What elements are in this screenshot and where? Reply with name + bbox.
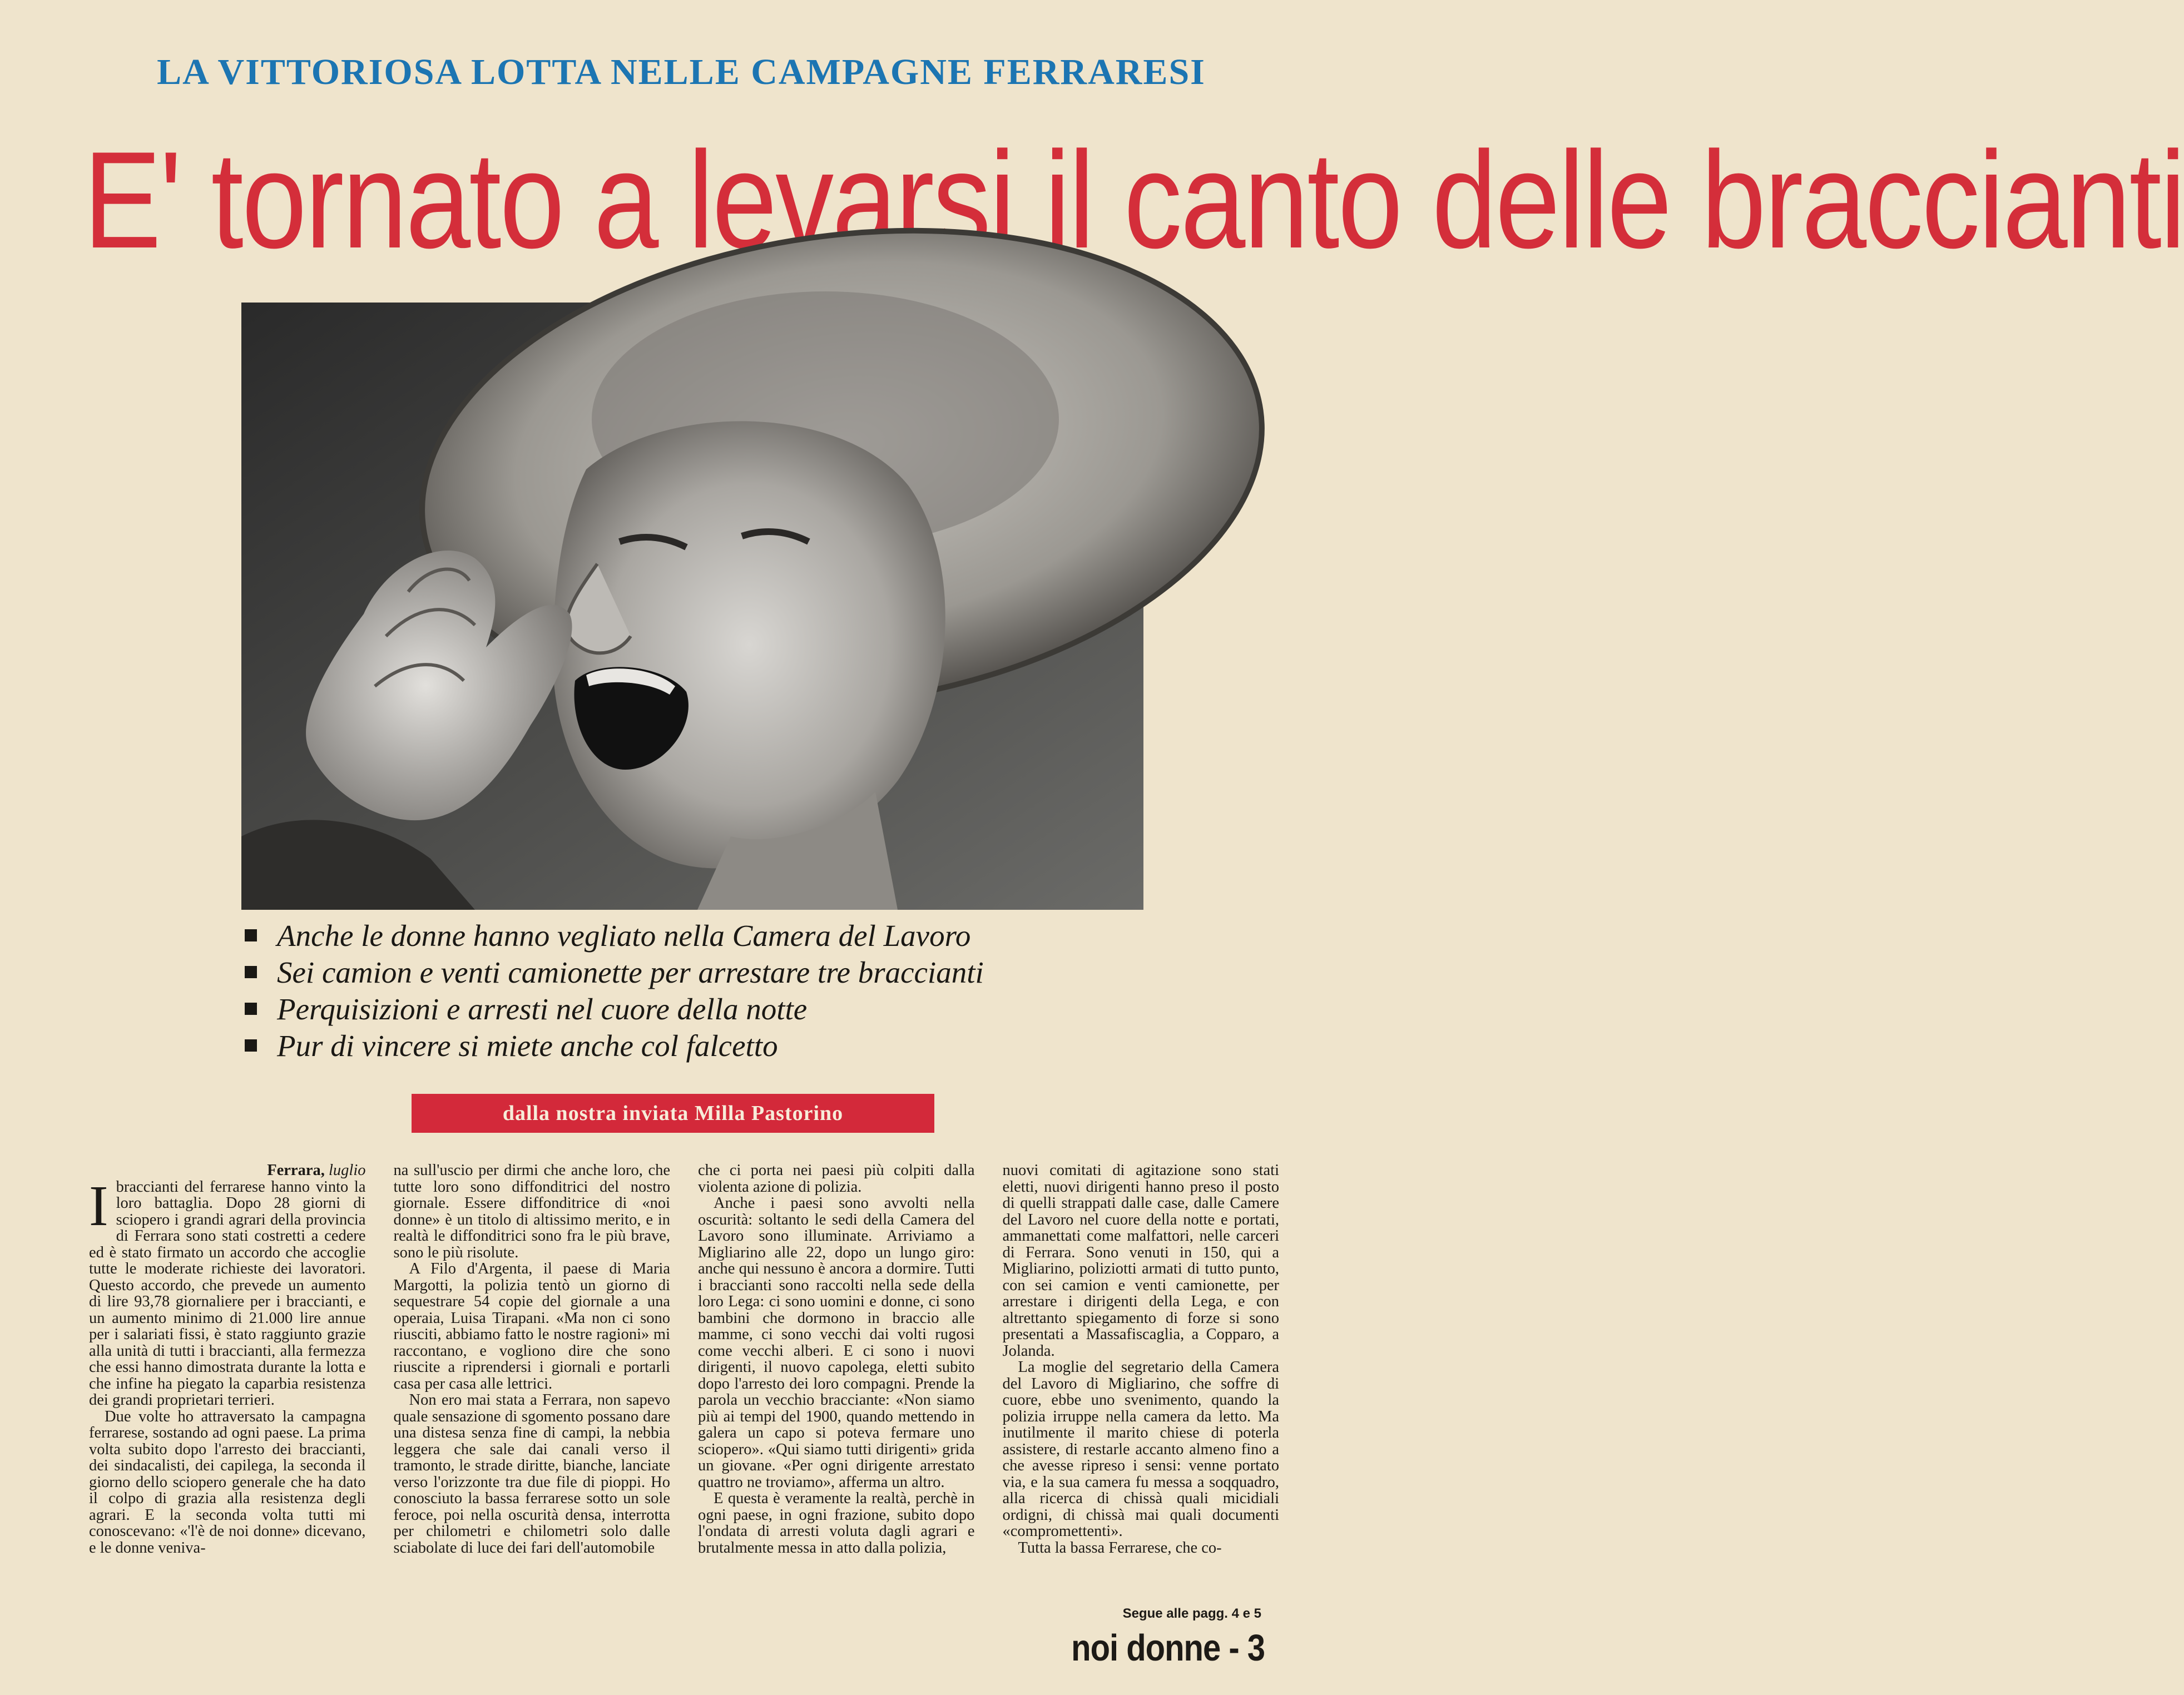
bullet-item xyxy=(245,954,1190,991)
bullet-text: Pur di vincere si miete anche col falcetto xyxy=(277,1029,778,1063)
paragraph: Non ero mai stata a Ferrara, non sapevo quale sensazione di sgomento possano dare una distesa senza fine di campi, la nebbia leggera che sale dai canali verso il tramonto, le strade diritte, bianche, lanciate verso l'orizzonte tra due file di pioppi. Ho conosciuto la bassa ferrarese sotto un sole feroce, poi nella oscurità densa, interrotta per chilometri e chilometri solo dalle sciabolate di luce dei fari dell'automobile xyxy=(393,1391,670,1557)
paragraph: che ci porta nei paesi più colpiti dalla violenta azione di polizia. xyxy=(698,1162,975,1196)
bullet-text: Anche le donne hanno vegliato nella Camera del Lavoro xyxy=(277,919,971,953)
drop-cap: I xyxy=(89,1173,108,1238)
subheadline-bullets xyxy=(245,918,1190,1064)
article-column-4 xyxy=(1003,1162,1280,1590)
byline-banner: dalla nostra inviata Milla Pastorino xyxy=(412,1094,934,1133)
paragraph-text: braccianti del ferrarese hanno vinto la loro battaglia. Dopo 28 giorni di sciopero i grandi agrari della provincia di Ferrara sono stati costretti a cedere ed è stato firmato un accordo che accoglie tutte le moderate richieste dei lavoratori. Questo accordo, che prevede un aumento di lire 93,78 giornaliere per i braccianti, e un aumento minimo di 21.000 lire annue per i salariati fissi, è stato raggiunto grazie alla unità di tutti i braccianti, alla fermezza che essi hanno dimostrata durante la lotta e che infine ha piegato la caparbia resistenza dei grandi proprietari terrieri. xyxy=(89,1178,366,1409)
paragraph: Due volte ho attraversato la campagna ferrarese, sostando ad ogni paese. La prima volta subito dopo l'arresto dei braccianti, dei sindacalisti, dei capilega, la seconda il giorno dello sciopero generale che ha dato il colpo di grazia alla resistenza degli agrari. E la seconda volta tutti mi conoscevano: «'l'è de noi donne» dicevano, e le donne veniva- xyxy=(89,1407,366,1557)
paragraph: na sull'uscio per dirmi che anche loro, che tutte loro sono diffonditrici del nostro giornale. Essere diffonditrice di «noi donne» è un titolo di altissimo merito, e in realtà le diffonditrici sono fra le più brave, sono le più risolute. xyxy=(393,1162,670,1261)
square-bullet-icon xyxy=(245,1039,257,1052)
paragraph: Anche i paesi sono avvolti nella oscurità: soltanto le sedi della Camera del Lavoro sono illuminate. Arriviamo a Migliarino alle 22, dopo un lungo giro: anche qui nessuno è ancora a dormire. Tutti i braccianti sono raccolti nella sede della loro Lega: ci sono uomini e donne, ci sono bambini che dormono in braccio alle mamme, ci sono vecchi dai volti rugosi come vecchi alberi. E ci sono i nuovi dirigenti, il nuovo capolega, eletti subito dopo l'arresto dei loro compagni. Prende la parola un vecchio bracciante: «Non siamo più ai tempi del 1900, quando mettendo in galera un capo si poteva fermare uno sciopero». «Qui siamo tutti dirigenti» grida un giovane. «Per ogni dirigente arrestato quattro ne troviamo», afferma un altro. xyxy=(698,1195,975,1491)
dateline-place: Ferrara, xyxy=(267,1162,325,1179)
article-column-3 xyxy=(698,1162,975,1590)
bullet-text: Sei camion e venti camionette per arrestare tre braccianti xyxy=(277,955,984,989)
dateline xyxy=(89,1162,366,1179)
paragraph xyxy=(89,1173,366,1409)
continued-notice: Segue alle pagg. 4 e 5 xyxy=(1122,1606,1261,1621)
square-bullet-icon xyxy=(245,966,257,978)
square-bullet-icon xyxy=(245,1003,257,1015)
paragraph: E questa è veramente la realtà, perchè in ogni paese, in ogni frazione, subito dopo l'ondata di arresti voluta dagli agrari e brutalmente messa in atto dalla polizia, xyxy=(698,1490,975,1557)
paragraph: La moglie del segretario della Camera del Lavoro di Migliarino, che soffre di cuore, ebbe uno svenimento, quando la polizia irruppe nella camera da letto. Ma inutilmente il marito chiese di poterla assistere, di restarle accanto almeno fino a che avesse ripreso i sensi: venne portato via, e la sua camera fu messa a soqquadro, alla ricerca di chissà quali micidiali ordigni, di chissà mai quali documenti «compromettenti». xyxy=(1002,1359,1279,1540)
article-column-2 xyxy=(394,1162,671,1590)
paragraph: nuovi comitati di agitazione sono stati eletti, nuovi dirigenti hanno preso il posto di quelli strappati dalle case, dalle Camere del Lavoro nel cuore della notte e portati, ammanettati come malfattori, nelle carceri di Ferrara. Sono venuti in 150, qui a Migliarino, poliziotti armati di tutto punto, con sei camion e venti camionette, per arrestare i dirigenti della Lega, e con altrettanto spiegamento di forze si sono presentati a Massafiscaglia, a Copparo, a Jolanda. xyxy=(1002,1162,1279,1360)
photo-illustration xyxy=(241,303,1143,910)
article-body xyxy=(89,1162,1279,1590)
square-bullet-icon xyxy=(245,929,257,941)
page-folio: noi donne - 3 xyxy=(1071,1627,1265,1669)
dateline-month: luglio xyxy=(328,1162,366,1179)
paragraph: Tutta la bassa Ferrarese, che co- xyxy=(1018,1539,1222,1557)
paragraph: A Filo d'Argenta, il paese di Maria Margotti, la polizia tentò un giorno di sequestrare 54 copie del giornale a una operaia, Luisa Tirapani. «Ma non ci sono riusciti, abbiamo fatto le nostre ragioni» mi raccontano, e vogliono dire che sono riuscite a riprendersi i giornali e portarli casa per casa alle lettrici. xyxy=(393,1260,670,1392)
bullet-item xyxy=(245,991,1190,1028)
headline: E' tornato a levarsi il canto delle braccianti xyxy=(83,122,2184,277)
bullet-item xyxy=(245,1028,1190,1064)
article-column-1 xyxy=(89,1162,366,1590)
bullet-text: Perquisizioni e arresti nel cuore della notte xyxy=(277,992,808,1026)
photo-woman-shouting xyxy=(241,303,1143,910)
bullet-item xyxy=(245,918,1190,954)
kicker-title: LA VITTORIOSA LOTTA NELLE CAMPAGNE FERRARESI xyxy=(157,52,1206,92)
